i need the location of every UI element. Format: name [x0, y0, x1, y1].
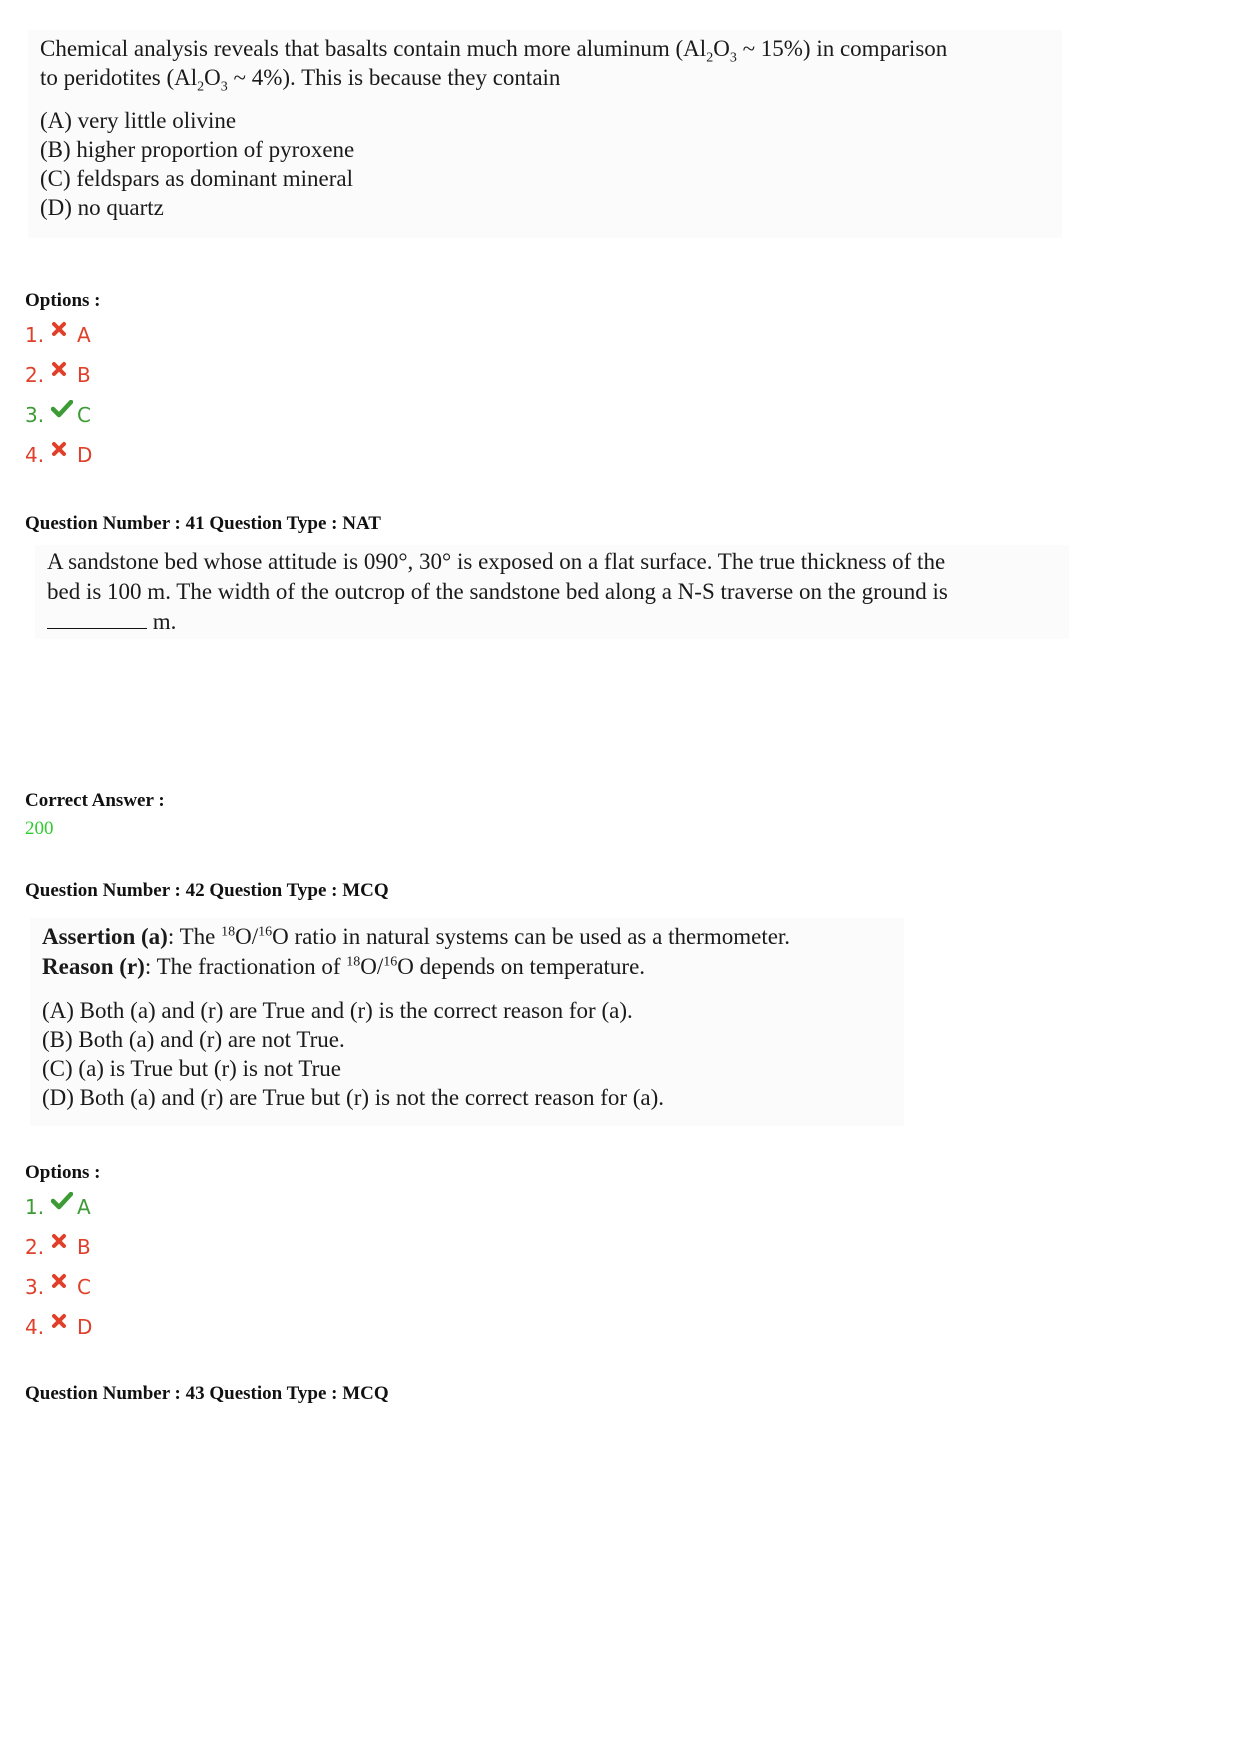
correct-answer-label: Correct Answer : [25, 790, 165, 811]
option-3[interactable]: 3. C [25, 1275, 91, 1299]
question-42-options [25, 1187, 92, 1347]
question-42-choice-b: (B) Both (a) and (r) are not True. [42, 1027, 345, 1052]
check-icon [51, 1192, 77, 1210]
check-icon [51, 400, 77, 418]
question-42-choice-d: (D) Both (a) and (r) are True but (r) is not the correct reason for (a). [42, 1085, 665, 1110]
correct-answer-value: 200 [25, 818, 54, 839]
cross-icon [51, 321, 77, 337]
question-43-header: Question Number : 43 Question Type : MCQ [25, 1383, 389, 1404]
cross-icon [51, 1313, 77, 1329]
question-40-choice-b: (B) higher proportion of pyroxene [40, 137, 355, 162]
question-41-text-line1: A sandstone bed whose attitude is 090°, 30° is exposed on a flat surface. The true thickness of the [47, 549, 946, 574]
question-40-options [25, 315, 92, 475]
cross-icon [51, 1273, 77, 1289]
question-42-stem [30, 918, 904, 1126]
answer-blank [47, 608, 147, 629]
question-41-text-line2: bed is 100 m. The width of the outcrop of the sandstone bed along a N-S traverse on the ground is [47, 579, 948, 604]
question-41-stem [35, 545, 1069, 639]
question-41-text-line3: m. [47, 607, 1057, 637]
question-42-header: Question Number : 42 Question Type : MCQ [25, 880, 389, 901]
question-40-text-line1: Chemical analysis reveals that basalts contain much more aluminum ($Al_2O_3$ ~ 15%) in comparison [40, 36, 948, 66]
option-1[interactable]: 1. A [25, 323, 91, 347]
question-40-choice-c: (C) feldspars as dominant mineral [40, 166, 353, 191]
cross-icon [51, 361, 77, 377]
question-41-header: Question Number : 41 Question Type : NAT [25, 513, 381, 534]
cross-icon [51, 441, 77, 457]
option-4[interactable]: 4. D [25, 443, 93, 467]
options-label: Options : [25, 1162, 101, 1183]
option-4[interactable]: 4. D [25, 1315, 93, 1339]
option-3[interactable]: 3. C [25, 395, 92, 435]
option-2[interactable]: 2. B [25, 363, 91, 387]
question-40-stem [28, 30, 1062, 238]
assertion-line: Assertion (a): The $^{18}$O/$^{16}$O ratio in natural systems can be used as a thermometer. [42, 924, 791, 949]
question-40-choice-d: (D) no quartz [40, 195, 164, 220]
options-label: Options : [25, 290, 101, 311]
question-40-text-line2: to peridotites ($Al_2O_3$ ~ 4%). This is because they contain [40, 65, 561, 95]
cross-icon [51, 1233, 77, 1249]
question-42-choice-c: (C) (a) is True but (r) is not True [42, 1056, 342, 1081]
question-40-choice-a: (A) very little olivine [40, 108, 237, 133]
question-42-choice-a: (A) Both (a) and (r) are True and (r) is the correct reason for (a). [42, 998, 633, 1023]
option-2[interactable]: 2. B [25, 1235, 91, 1259]
reason-line: Reason (r): The fractionation of $^{18}$O/$^{16}$O depends on temperature. [42, 954, 646, 979]
option-1[interactable]: 1. A [25, 1187, 92, 1227]
